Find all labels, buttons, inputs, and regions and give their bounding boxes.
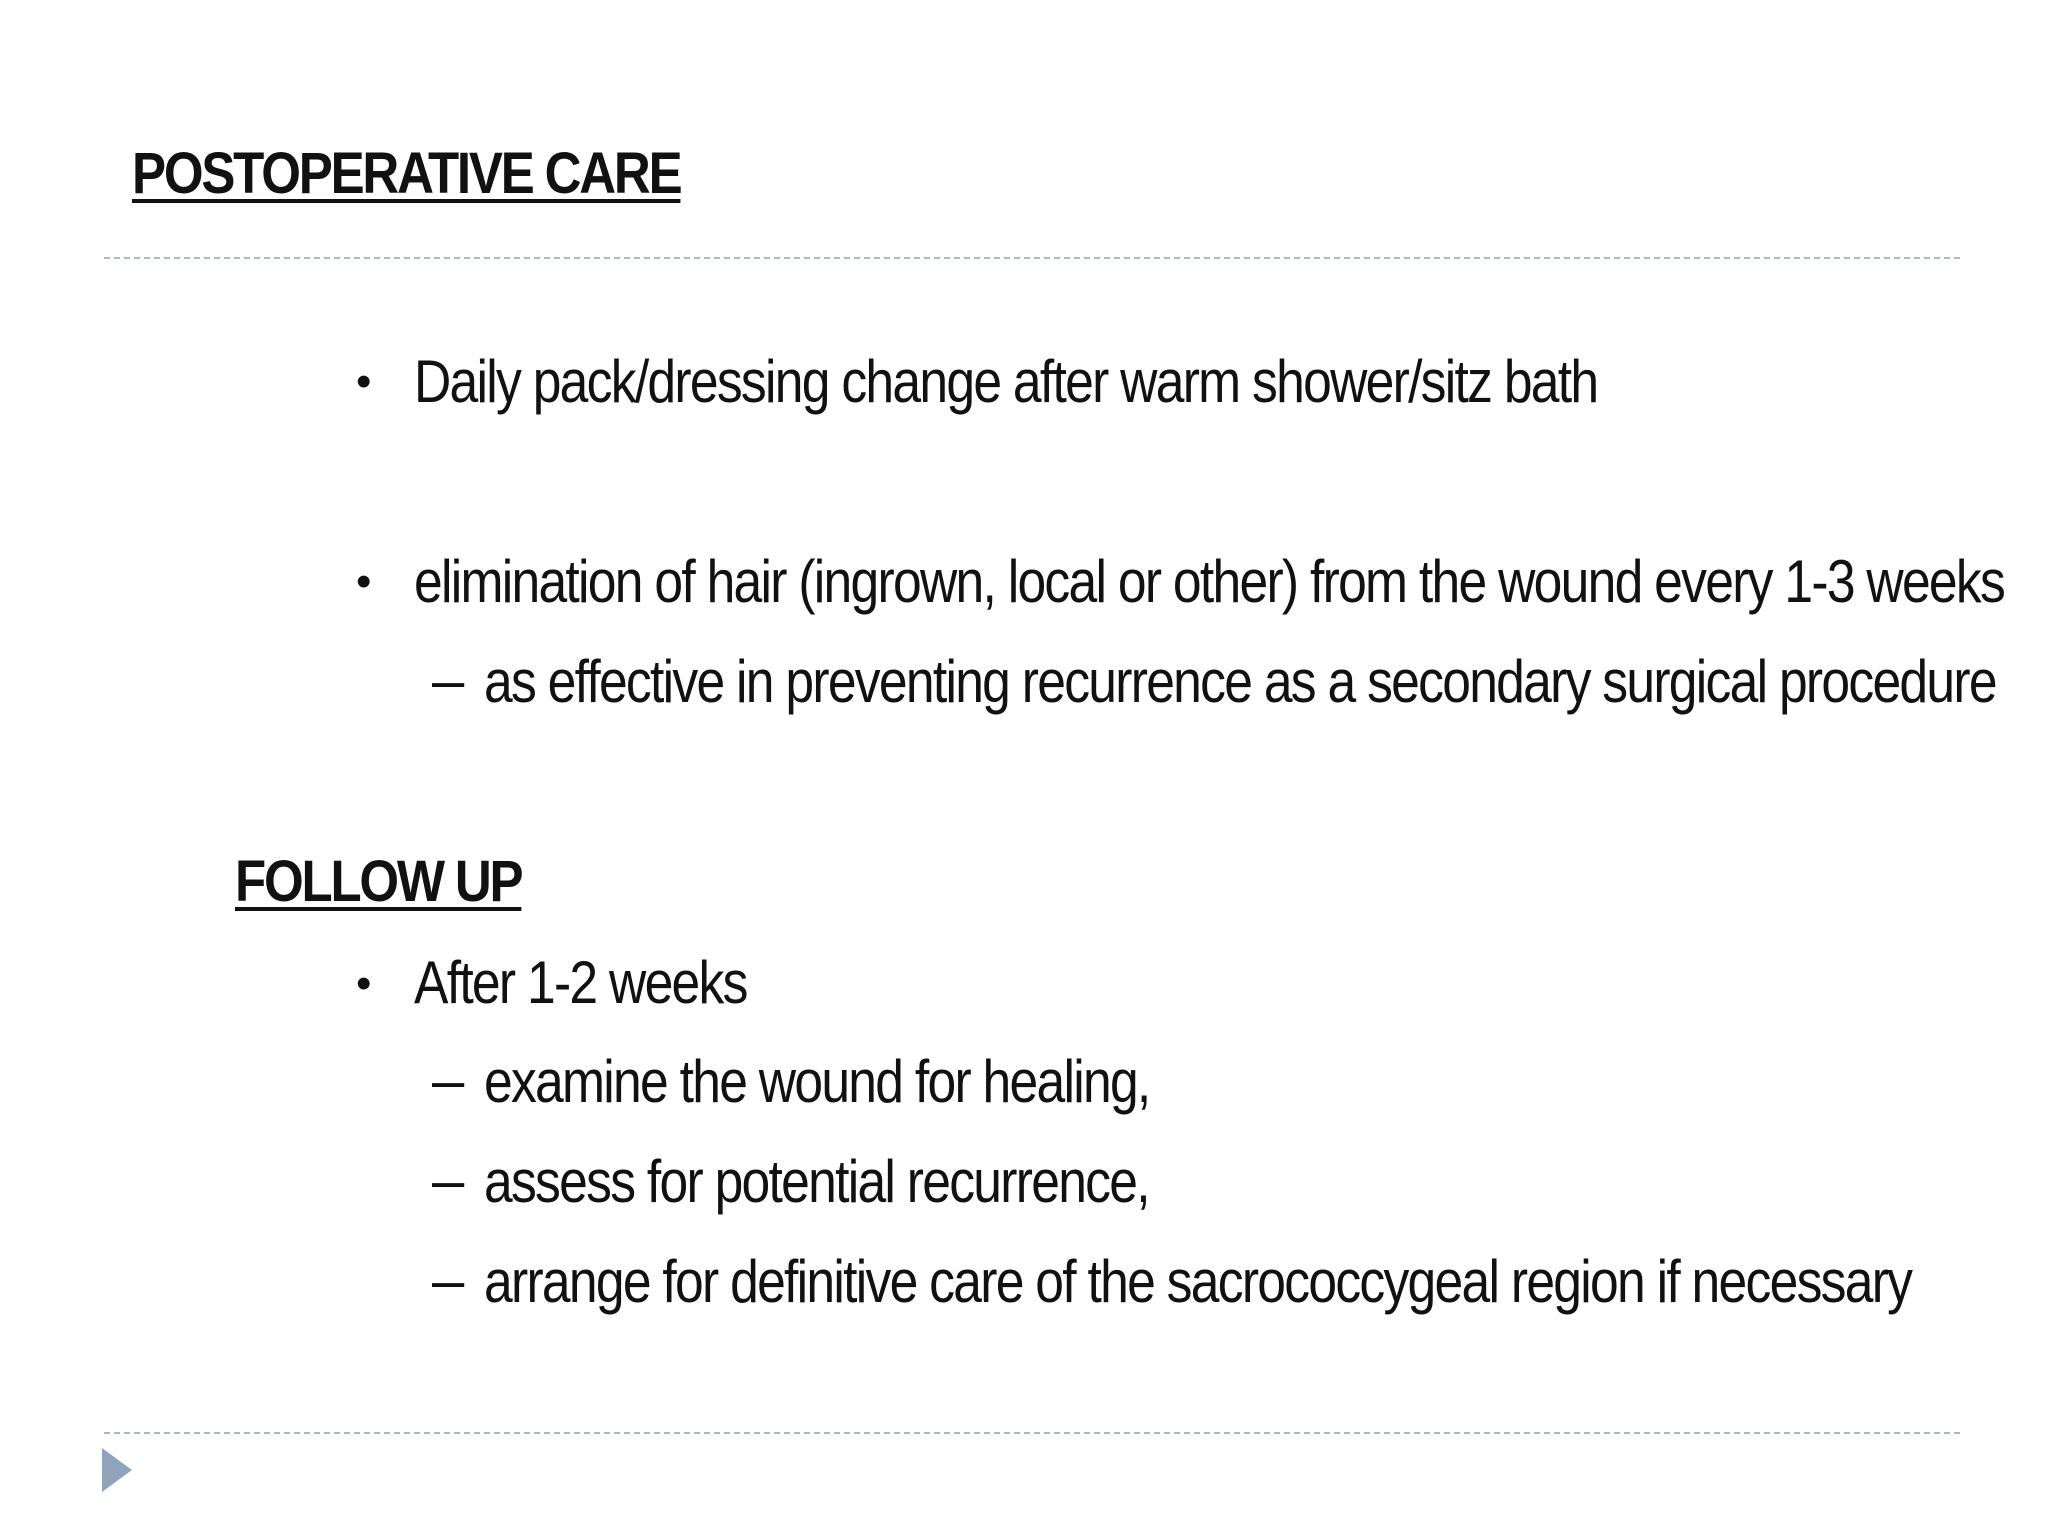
care-item-daily-dressing: Daily pack/dressing change after warm shower/sitz bath bbox=[414, 348, 1598, 415]
followup-subitem-assess: assess for potential recurrence, bbox=[484, 1148, 1149, 1215]
followup-item-timing: After 1-2 weeks bbox=[414, 949, 747, 1016]
dash-marker: – bbox=[432, 648, 465, 713]
bullet-marker: • bbox=[356, 357, 372, 406]
dash-marker: – bbox=[432, 1148, 465, 1213]
play-arrow-icon[interactable] bbox=[102, 1448, 132, 1492]
dash-marker: – bbox=[432, 1048, 465, 1113]
top-divider bbox=[104, 257, 1960, 259]
dash-marker: – bbox=[432, 1248, 465, 1313]
followup-subitem-examine: examine the wound for healing, bbox=[484, 1048, 1150, 1115]
bullet-marker: • bbox=[356, 557, 372, 606]
care-subitem-effectiveness: as effective in preventing recurrence as a secondary surgical procedure bbox=[484, 648, 1996, 715]
care-item-hair-elimination: elimination of hair (ingrown, local or other) from the wound every 1-3 weeks bbox=[414, 548, 2005, 615]
slide-title: POSTOPERATIVE CARE bbox=[132, 141, 681, 206]
bottom-divider bbox=[104, 1432, 1960, 1434]
followup-subitem-arrange: arrange for definitive care of the sacrococcygeal region if necessary bbox=[484, 1248, 1912, 1315]
bullet-marker: • bbox=[356, 959, 372, 1008]
followup-heading: FOLLOW UP bbox=[235, 849, 522, 914]
